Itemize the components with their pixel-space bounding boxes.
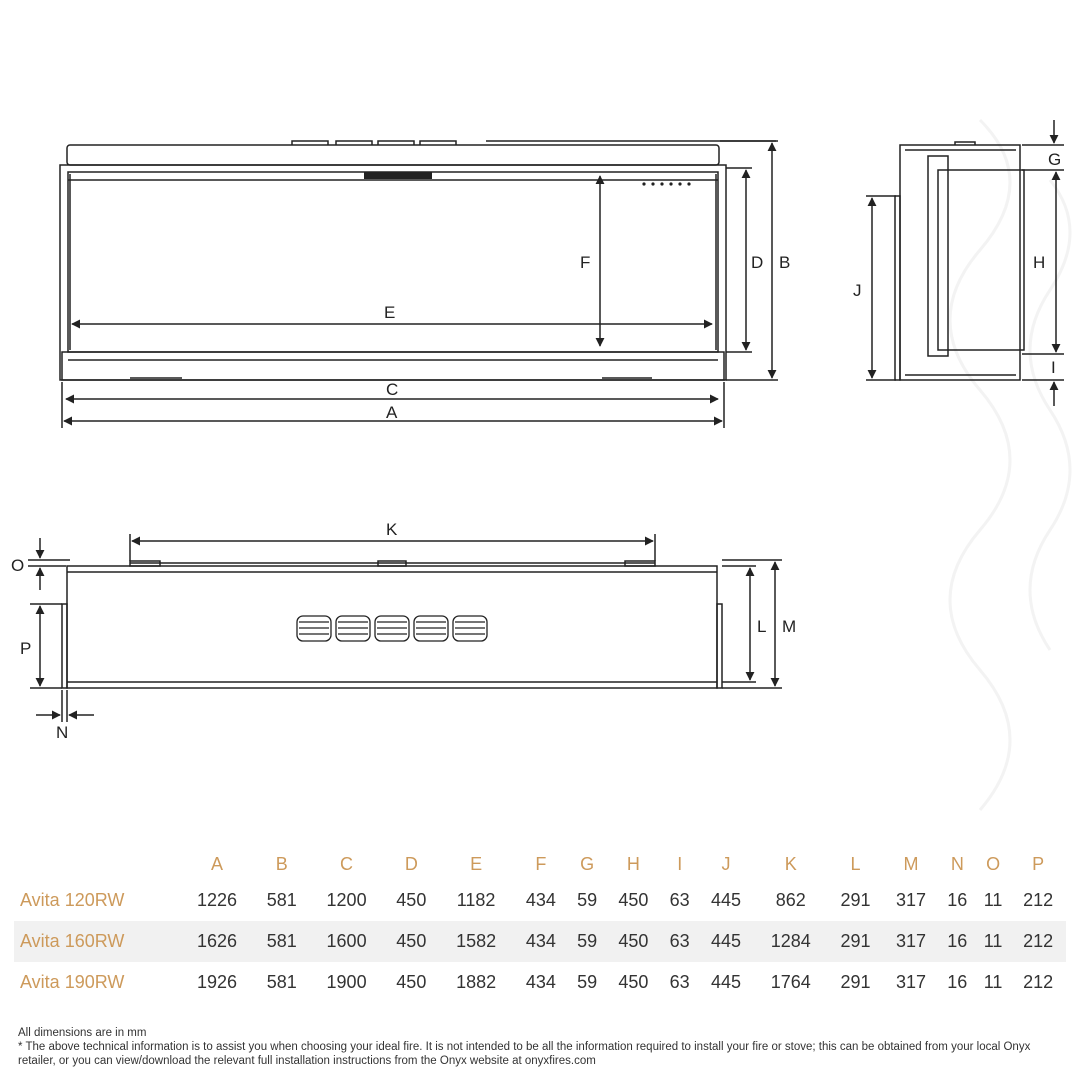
table-cell: 1900 [326,972,367,992]
table-cell: 450 [606,921,662,962]
table-cell: 434 [513,921,569,962]
table-cell: 434 [525,890,556,910]
table-cell: 450 [396,890,427,910]
table-cell: 212 [1023,890,1054,910]
table-header: N [950,853,964,874]
table-header: P [1032,853,1045,874]
table-cell: 317 [896,972,927,992]
dim-label-c: C [386,380,399,399]
side-view [895,142,1024,380]
table-cell: 63 [661,921,698,962]
table-cell: 450 [384,921,440,962]
table-cell: 212 [1023,972,1054,992]
table-cell: 1582 [439,921,513,962]
table-cell: 291 [840,890,871,910]
units-note: All dimensions are in mm [18,1027,147,1039]
table-header: G [580,853,595,874]
table-cell: 16 [947,972,968,992]
table-header: H [626,853,640,874]
model-name: Avita 120RW [20,890,125,910]
table-cell: 434 [525,972,556,992]
table-cell: 317 [883,921,939,962]
table-header: K [784,853,797,874]
table-cell: 11 [976,921,1011,962]
table-header: L [850,853,861,874]
table-cell: 291 [828,921,884,962]
table-cell: 1200 [326,890,367,910]
table-cell: 11 [983,890,1003,910]
top-view [62,561,722,688]
dim-label-a: A [386,403,398,422]
table-cell: 16 [939,921,976,962]
dimensions-table [14,848,1066,1003]
table-cell: 16 [947,890,968,910]
table-header: M [903,853,919,874]
table-cell: 212 [1010,921,1066,962]
dim-label-g: G [1048,150,1062,169]
footnotes [18,1026,1068,1068]
table-cell: 581 [254,921,310,962]
table-row [14,880,1066,921]
table-header: E [470,853,483,874]
table-cell: 11 [983,972,1003,992]
table-header-row [14,848,1066,880]
dim-label-o: O [11,556,25,575]
table-header: I [677,853,683,874]
table-cell: 1882 [456,972,497,992]
table-header: D [404,853,418,874]
table-cell: 1764 [770,972,811,992]
dim-label-m: M [782,617,797,636]
table-header: C [340,853,354,874]
dim-label-h: H [1033,253,1046,272]
table-cell: 445 [710,890,741,910]
indicator-dots [642,182,690,185]
dim-label-f: F [580,253,591,272]
table-cell: 1182 [456,890,496,910]
dim-label-p: P [20,639,32,658]
table-cell: 450 [618,972,649,992]
table-header: F [535,853,547,874]
dim-label-n: N [56,723,69,742]
table-header: J [721,853,731,874]
table-header: A [211,853,224,874]
dim-label-k: K [386,520,398,539]
dim-label-e: E [384,303,396,322]
dim-label-d: D [751,253,764,272]
table-cell: 445 [698,921,754,962]
table-cell: 63 [669,890,690,910]
dim-label-i: I [1051,358,1056,377]
table-cell: 1600 [310,921,384,962]
table-cell: 1226 [196,890,238,910]
table-cell: 59 [569,921,606,962]
table-header: O [986,853,1001,874]
table-cell: 59 [577,890,598,910]
table-cell: 862 [775,890,806,910]
model-name: Avita 190RW [20,972,125,992]
table-cell: 63 [669,972,690,992]
table-cell: 450 [396,972,427,992]
model-name: Avita 160RW [14,921,180,962]
table-cell: 291 [840,972,871,992]
table-cell: 1926 [196,972,238,992]
table-cell: 581 [266,972,297,992]
table-header: B [275,853,288,874]
table-cell: 1284 [754,921,828,962]
table-cell: 445 [710,972,741,992]
table-row [14,962,1066,1003]
table-cell: 317 [896,890,927,910]
display-bar [364,172,432,179]
table-header-model [14,848,180,880]
table-cell: 450 [618,890,649,910]
table-cell: 1626 [180,921,254,962]
table-cell: 581 [266,890,297,910]
dim-label-j: J [853,281,862,300]
disclaimer-note: * The above technical information is to assist you when choosing your ideal fire. It is not intended to be all the information required to install your fire or stove; this can be obtained from your local Onyx retailer, or you can view/download the relevant full installation instructions from the Onyx website at onyxfires.com [18,1041,1031,1067]
dim-label-b: B [779,253,791,272]
table-row [14,921,1066,962]
table-cell: 59 [577,972,598,992]
dim-label-l: L [757,617,767,636]
background-pattern [950,120,1070,810]
vent-grilles [297,616,487,641]
